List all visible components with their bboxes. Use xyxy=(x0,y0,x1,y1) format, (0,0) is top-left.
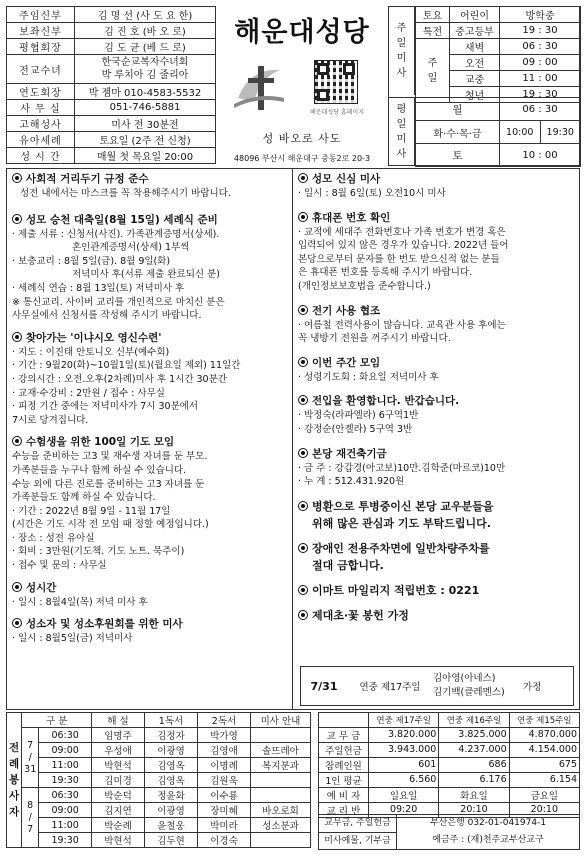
notice-title xyxy=(298,211,576,226)
notice-title-text: 찾아가는 '이냐시오 영신수련' xyxy=(26,331,162,344)
staff-value xyxy=(75,55,216,84)
label-char: 봉 xyxy=(9,774,20,786)
finance-label: 1인 평균 xyxy=(319,772,369,787)
servers-cell: 김정자 xyxy=(145,728,198,743)
bold-notice-text: 위해 많은 관심과 기도 부탁드립니다. xyxy=(312,516,491,530)
servers-cell: 이명례 xyxy=(197,758,250,773)
servers-cell: 정윤화 xyxy=(145,788,198,803)
notice-line: 7시로 당겨집니다. xyxy=(12,414,89,426)
notice-line: · 강의시간 : 오전.오후(2차례)미사 후 1시간 30분간 xyxy=(12,373,227,385)
qr-code-icon xyxy=(314,60,358,104)
staff-label: 주임신부 xyxy=(7,7,75,23)
servers-cell: 김원욱 xyxy=(197,773,250,788)
finance-label: 참례인원 xyxy=(319,757,369,772)
notice-line: · 지도 : 이진태 안토니오 신부(예수회) xyxy=(12,346,170,358)
bank-account xyxy=(397,815,579,849)
servers-cell: 김미경 xyxy=(92,773,145,788)
liturgy-servers-table xyxy=(6,712,311,848)
sunday-mass-label xyxy=(389,7,415,95)
sched-cell: 06 : 30 xyxy=(500,39,581,55)
sched-cell: 특전 xyxy=(416,23,450,39)
notice-line: 가족분들을 누구나 함께 하실 수 있습니다. xyxy=(12,464,187,476)
servers-cell: 김두현 xyxy=(145,833,198,848)
notice-title xyxy=(12,172,290,187)
notice-title-text: 전기 사용 협조 xyxy=(312,304,381,317)
notice-title xyxy=(12,331,290,346)
bullet-icon xyxy=(12,436,22,446)
memorial-date: 7/31 xyxy=(310,679,338,693)
notice-line: · 강정순(안젤라) 5구역 3반 xyxy=(298,423,413,435)
servers-cell xyxy=(251,728,311,743)
memorial-suffix: 가정 xyxy=(523,682,542,693)
bank-purpose xyxy=(319,815,397,849)
weekday-mass-label xyxy=(389,97,415,166)
servers-cell: 복지분과 xyxy=(251,758,311,773)
notice-title-text: 수험생을 위한 100일 기도 모임 xyxy=(26,436,175,449)
notice-title-text: 본당 재건축기금 xyxy=(312,447,387,460)
notice-line: 가족분들도 함께 하실 수 있습니다. xyxy=(12,492,156,504)
notice-line: · 여름철 전력사용이 많습니다. 교육관 사용 후에는 xyxy=(298,319,506,331)
label-char: 평 xyxy=(396,104,407,115)
servers-cell: 박현석 xyxy=(92,758,145,773)
label-char: 례 xyxy=(9,758,20,770)
notice-title xyxy=(298,172,576,187)
servers-cell: 장미혜 xyxy=(197,803,250,818)
memorial-name: 김아영(아네스) xyxy=(433,673,496,684)
notice-line: 사무실에서 신청서를 작성해 주시기 바랍니다. xyxy=(12,310,202,322)
servers-cell: 우성애 xyxy=(92,743,145,758)
staff-value: 김 도 균 (베 드 로) xyxy=(75,39,216,55)
memorial-name: 김기백(클레멘스) xyxy=(433,687,505,698)
notice-line: (시간은 기도 시작 전 모임 때 정할 예정입니다.) xyxy=(12,519,209,531)
bold-notice xyxy=(298,499,576,514)
staff-value: 박 젬마 010-4583-5532 xyxy=(75,84,216,100)
church-header xyxy=(218,6,386,166)
finance-cell: 6.560 xyxy=(369,772,439,787)
bank-account-holder: 예금주 : (재)천주교부산교구 xyxy=(432,835,544,845)
finance-head: 연중 제17주일 xyxy=(369,713,439,728)
date-part: 8 xyxy=(27,799,34,811)
sched-day: 월 xyxy=(416,98,500,121)
sunday-schedule-table xyxy=(415,6,581,103)
label-char: 일 xyxy=(396,119,407,130)
servers-cell: 김지연 xyxy=(92,803,145,818)
bold-notice-text: 절대 금합니다. xyxy=(312,558,384,572)
servers-date xyxy=(22,728,39,788)
sched-day: 토 xyxy=(416,144,500,167)
memorial-title: 연중 제17주일 xyxy=(359,682,421,693)
staff-value-line: 한국순교복자수녀회 xyxy=(101,57,189,68)
sched-head: 어린이 xyxy=(450,7,500,23)
staff-value: 미사 전 30분전 xyxy=(75,116,216,132)
servers-cell: 임명주 xyxy=(92,728,145,743)
finance-cell: 3.825.000 xyxy=(439,727,509,742)
staff-label: 사 무 실 xyxy=(7,100,75,116)
catechumen-time: 20:10 xyxy=(439,802,509,817)
notice-line: · 교적에 세대주 전화번호나 가족 번호가 변경 혹은 xyxy=(298,226,506,238)
servers-cell: 성소분과 xyxy=(251,818,311,833)
sched-head: 토요 xyxy=(416,7,450,23)
label-char: 일 xyxy=(396,38,407,49)
notice-line: · 일시 : 8월5일(금) 저녁미사 xyxy=(12,633,133,645)
staff-value: 김 진 호 (바 오 로) xyxy=(75,23,216,39)
staff-value: 김 명 선 (사 도 요 한) xyxy=(75,7,216,23)
servers-head: 해 설 xyxy=(92,713,145,728)
bank-purpose-line: 교무금, 주일헌금 xyxy=(319,815,396,833)
date-part: 7 xyxy=(27,823,34,835)
bullet-icon xyxy=(12,214,22,224)
finance-cell: 601 xyxy=(369,757,439,772)
staff-value: 토요일 (2주 전 신청) xyxy=(75,132,216,148)
church-address: 48096 부산시 해운대구 중동2로 20-3 xyxy=(233,154,371,163)
notice-line: · 장소 : 성전 유아실 xyxy=(12,532,95,544)
bullet-icon xyxy=(298,543,308,553)
finance-cell: 686 xyxy=(439,757,509,772)
sched-cell: 11 : 00 xyxy=(500,71,581,87)
sched-cell: 새벽 xyxy=(450,39,500,55)
catechumen-day: 화요일 xyxy=(439,787,509,802)
bank-info xyxy=(318,814,580,850)
sched-cell: 10:00 xyxy=(500,121,541,144)
bold-notice-text: 장애인 전용주차면에 일반차량주차를 xyxy=(312,541,490,555)
staff-label: 보좌신부 xyxy=(7,23,75,39)
label-char: 주 xyxy=(427,57,438,69)
notice-title-text: 성모 신심 미사 xyxy=(312,173,381,185)
notice-title xyxy=(298,394,576,409)
notice-title xyxy=(298,304,576,319)
servers-cell: 06:30 xyxy=(39,788,92,803)
finance-cell: 675 xyxy=(509,757,579,772)
date-part: 31 xyxy=(24,763,37,775)
sched-day: 화·수·목·금 xyxy=(416,121,500,144)
notice-line: 입력되어 있지 않은 경우가 있습니다. 2022년 들어 xyxy=(298,240,509,252)
staff-label: 성 시 간 xyxy=(7,148,75,164)
notice-title xyxy=(12,581,290,596)
bullet-icon xyxy=(12,332,22,342)
servers-cell: 이광영 xyxy=(145,803,198,818)
notice-title-text: 전입을 환영합니다. 반갑습니다. xyxy=(312,395,460,408)
notice-line: · 기간 : 2022년 8월 9일 - 11월 17일 xyxy=(12,505,171,517)
bold-notice xyxy=(298,541,576,556)
staff-value: 매월 첫 목요일 20:00 xyxy=(75,148,216,164)
sched-cell: 10 : 00 xyxy=(500,144,581,167)
notice-line: 성전 내에서는 마스크를 꼭 착용해주시기 바랍니다. xyxy=(20,188,231,199)
catechumen-time: 09:20 xyxy=(369,802,439,817)
finance-cell: 4.154.000 xyxy=(509,742,579,757)
date-part: / xyxy=(28,811,32,823)
staff-value: 051-746-5881 xyxy=(75,100,216,116)
date-part: / xyxy=(28,751,32,763)
notice-line: 꼭 냉방기 전원을 꺼주시기 바랍니다. xyxy=(298,333,451,345)
staff-label: 연도회장 xyxy=(7,84,75,100)
catechumen-label: 교 리 반 xyxy=(319,802,369,817)
weekday-schedule-table xyxy=(415,97,581,167)
label-char: 사 xyxy=(396,149,407,160)
bullet-icon xyxy=(12,173,22,183)
patron-saint: 성 바오로 사도 xyxy=(262,132,342,145)
bullet-icon xyxy=(298,173,308,183)
servers-cell: 김영옥 xyxy=(145,773,198,788)
notice-title xyxy=(12,435,290,450)
finance-cell: 4.870.000 xyxy=(509,727,579,742)
servers-cell: 김영옥 xyxy=(145,758,198,773)
servers-cell: 박미라 xyxy=(197,818,250,833)
bank-account-number: 부산은행 032-01-041974-1 xyxy=(429,818,547,828)
notice-line: · 성령기도회 : 화요일 저녁미사 후 xyxy=(298,371,439,383)
servers-cell: 솔뜨레아 xyxy=(251,743,311,758)
servers-head: 2독서 xyxy=(197,713,250,728)
bold-notice-text: 병환으로 투병중이신 본당 교우분들을 xyxy=(312,499,494,513)
notice-line: · 세례식 연습 : 8월 13일(토) 저녁미사 후 xyxy=(12,282,185,294)
staff-label: 전교수녀 xyxy=(7,55,75,84)
staff-label: 고해성사 xyxy=(7,116,75,132)
sched-cell: 오전 xyxy=(450,55,500,71)
notice-line: · 일시 : 8월4일(목) 저녁 미사 후 xyxy=(12,596,148,608)
bold-notice-text: 이마트 마일리지 적립번호 : 0221 xyxy=(312,583,480,597)
finance-cell: 3.943.000 xyxy=(369,742,439,757)
finance-label: 주일헌금 xyxy=(319,742,369,757)
notice-line: · 금 주 : 강갑경(아고보)10만.김학준(마르코)10만 xyxy=(298,462,506,474)
notice-title-text: 휴대폰 번호 확인 xyxy=(312,211,391,224)
bullet-icon xyxy=(298,305,308,315)
servers-cell: 11:00 xyxy=(39,818,92,833)
servers-cell: 박순례 xyxy=(92,818,145,833)
staff-value-line: 박 루치아 김 줄리아 xyxy=(101,70,189,81)
servers-cell: 19:30 xyxy=(39,773,92,788)
notice-line: · 접수 및 문의 : 사무실 xyxy=(12,560,107,572)
finance-head: 연중 제16주일 xyxy=(439,713,509,728)
bullet-icon xyxy=(298,610,308,620)
notice-line: · 보충교리 : 8월 5일(금). 8월 9일(화) xyxy=(12,255,171,267)
memorial-names xyxy=(433,672,523,700)
notice-line: ※ 통신교리. 사이버 교리를 개인적으로 마치신 분은 xyxy=(12,296,225,308)
servers-cell: 09:00 xyxy=(39,743,92,758)
bullet-icon xyxy=(298,585,308,595)
notice-title-text: 사회적 거리두기 규정 준수 xyxy=(26,173,149,185)
notice-line: 수능 외에 다른 진로를 준비하는 고3 자녀를 둔 xyxy=(12,478,205,490)
catechumen-day: 일요일 xyxy=(369,787,439,802)
notice-line: · 누 계 : 512.431.920원 xyxy=(298,476,405,488)
notice-title xyxy=(12,617,290,632)
servers-cell: 06:30 xyxy=(39,728,92,743)
catechumen-label: 예 비 자 xyxy=(319,787,369,802)
notice-title-text: 이번 주간 모임 xyxy=(312,356,381,369)
label-char: 자 xyxy=(9,806,20,818)
bullet-icon xyxy=(298,357,308,367)
staff-label: 유아세례 xyxy=(7,132,75,148)
catechumen-time: 20:10 xyxy=(509,802,579,817)
servers-cell: 이수룡 xyxy=(197,788,250,803)
servers-date xyxy=(22,788,39,848)
label-char: 사 xyxy=(396,68,407,79)
servers-cell: 박순덕 xyxy=(92,788,145,803)
finance-cell: 4.237.000 xyxy=(439,742,509,757)
label-char: 사 xyxy=(9,790,20,802)
sun-label xyxy=(416,39,450,103)
finance-cell: 6.154 xyxy=(509,772,579,787)
finance-cell: 6.176 xyxy=(439,772,509,787)
sched-cell: 19 : 30 xyxy=(500,87,581,103)
qr-caption: 해운대성당 홈페이지 xyxy=(309,109,365,116)
servers-head: 미사 안내 xyxy=(251,713,311,728)
staff-label: 평협회장 xyxy=(7,39,75,55)
notice-line: (개인정보보호법을 준수합니다.) xyxy=(298,280,431,292)
finance-cell: 3.820.000 xyxy=(369,727,439,742)
servers-cell: 19:30 xyxy=(39,833,92,848)
notice-title-text: 성시간 xyxy=(26,581,57,594)
servers-cell: 윤철웅 xyxy=(145,818,198,833)
church-name: 해운대성당 xyxy=(234,17,370,48)
servers-cell xyxy=(251,833,311,848)
servers-cell: 박현석 xyxy=(92,833,145,848)
catechumen-day: 금요일 xyxy=(509,787,579,802)
bullet-icon xyxy=(12,582,22,592)
mass-schedule xyxy=(388,6,580,166)
finance-head xyxy=(319,713,369,728)
notice-title xyxy=(12,213,290,228)
notice-line: · 박정숙(라파엘라) 6구역1반 xyxy=(298,410,419,422)
sched-cell: 06 : 30 xyxy=(500,98,581,121)
notice-line: · 제출 서류 : 신청서(사진). 가족관계증명서(상세). xyxy=(12,228,220,240)
notice-line: · 교재·수강비 : 2만원 / 접수 : 사무실 xyxy=(12,387,165,399)
servers-cell: 이광영 xyxy=(145,743,198,758)
bullet-icon xyxy=(298,448,308,458)
sched-cell: 중고등부 xyxy=(450,23,500,39)
church-logo-icon xyxy=(230,58,288,116)
bank-purpose-line: 미사예물, 기부금 xyxy=(324,836,391,846)
date-part: 7 xyxy=(27,739,34,751)
staff-table xyxy=(6,6,216,164)
sched-cell: 19:30 xyxy=(540,121,581,144)
notice-line: 은 휴대폰 번호를 등록해 주시기 바랍니다. xyxy=(298,267,473,279)
notice-line: · 피정 기간 중에는 저녁미사가 7시 30분에서 xyxy=(12,401,199,413)
notice-line: · 일시 : 8월 6일(토) 오전10시 미사 xyxy=(298,188,446,199)
notice-line: 본당으로부터 문자를 한 번도 받으신적 없는 분들 xyxy=(298,253,500,265)
left-column xyxy=(12,172,290,646)
notice-line: 혼인관계증명서(상세) 1부씩 xyxy=(72,242,190,254)
notice-title xyxy=(298,447,576,462)
label-char: 미 xyxy=(396,53,407,64)
bullet-icon xyxy=(298,501,308,511)
label-char: 주 xyxy=(396,23,407,34)
label-char: 전 xyxy=(9,742,20,754)
sched-cell: 09 : 00 xyxy=(500,55,581,71)
bullet-icon xyxy=(12,618,22,628)
notice-line: · 회비 : 3만원(기도책. 기도 노트. 묵주이) xyxy=(12,546,185,558)
label-char: 미 xyxy=(396,134,407,145)
servers-cell: 11:00 xyxy=(39,758,92,773)
right-column xyxy=(298,172,576,623)
bullet-icon xyxy=(298,395,308,405)
bold-notice xyxy=(298,608,576,623)
sched-cell: 청년 xyxy=(450,87,500,103)
finance-table xyxy=(318,712,580,818)
finance-label: 교 무 금 xyxy=(319,727,369,742)
servers-cell: 박가영 xyxy=(197,728,250,743)
servers-cell: 09:00 xyxy=(39,803,92,818)
servers-head: 구 분 xyxy=(22,713,92,728)
notice-line: 저녁미사 후(서류 제출 완료되신 분) xyxy=(72,269,220,281)
bullet-icon xyxy=(298,212,308,222)
sched-cell: 19 : 30 xyxy=(500,23,581,39)
servers-head: 1독서 xyxy=(145,713,198,728)
notice-title-text: 성소자 및 성소후원회를 위한 미사 xyxy=(26,618,183,631)
notice-line: 수능을 준비하는 고3 및 재수생 자녀를 둔 부모. xyxy=(12,451,208,463)
servers-cell xyxy=(251,788,311,803)
servers-cell xyxy=(251,773,311,788)
notice-title xyxy=(298,356,576,371)
finance-head: 연중 제15주일 xyxy=(509,713,579,728)
memorial-box xyxy=(300,666,574,706)
column-divider xyxy=(292,168,293,710)
notice-line: · 기간 : 9월20(화)~10월1일(토)(월요일 제외) 11일간 xyxy=(12,360,241,372)
label-char: 일 xyxy=(427,72,438,84)
servers-side-label xyxy=(7,713,22,848)
notice-title-text: 성모 승천 대축일(8월 15일) 세례식 준비 xyxy=(26,213,218,226)
servers-cell: 바오로회 xyxy=(251,803,311,818)
servers-cell: 이경숙 xyxy=(197,833,250,848)
bold-notice xyxy=(298,583,576,598)
servers-cell: 김영애 xyxy=(197,743,250,758)
sched-cell: 교중 xyxy=(450,71,500,87)
bold-notice-text: 제대초·꽃 봉헌 가정 xyxy=(312,608,409,622)
sched-head: 방학중 xyxy=(500,7,581,23)
